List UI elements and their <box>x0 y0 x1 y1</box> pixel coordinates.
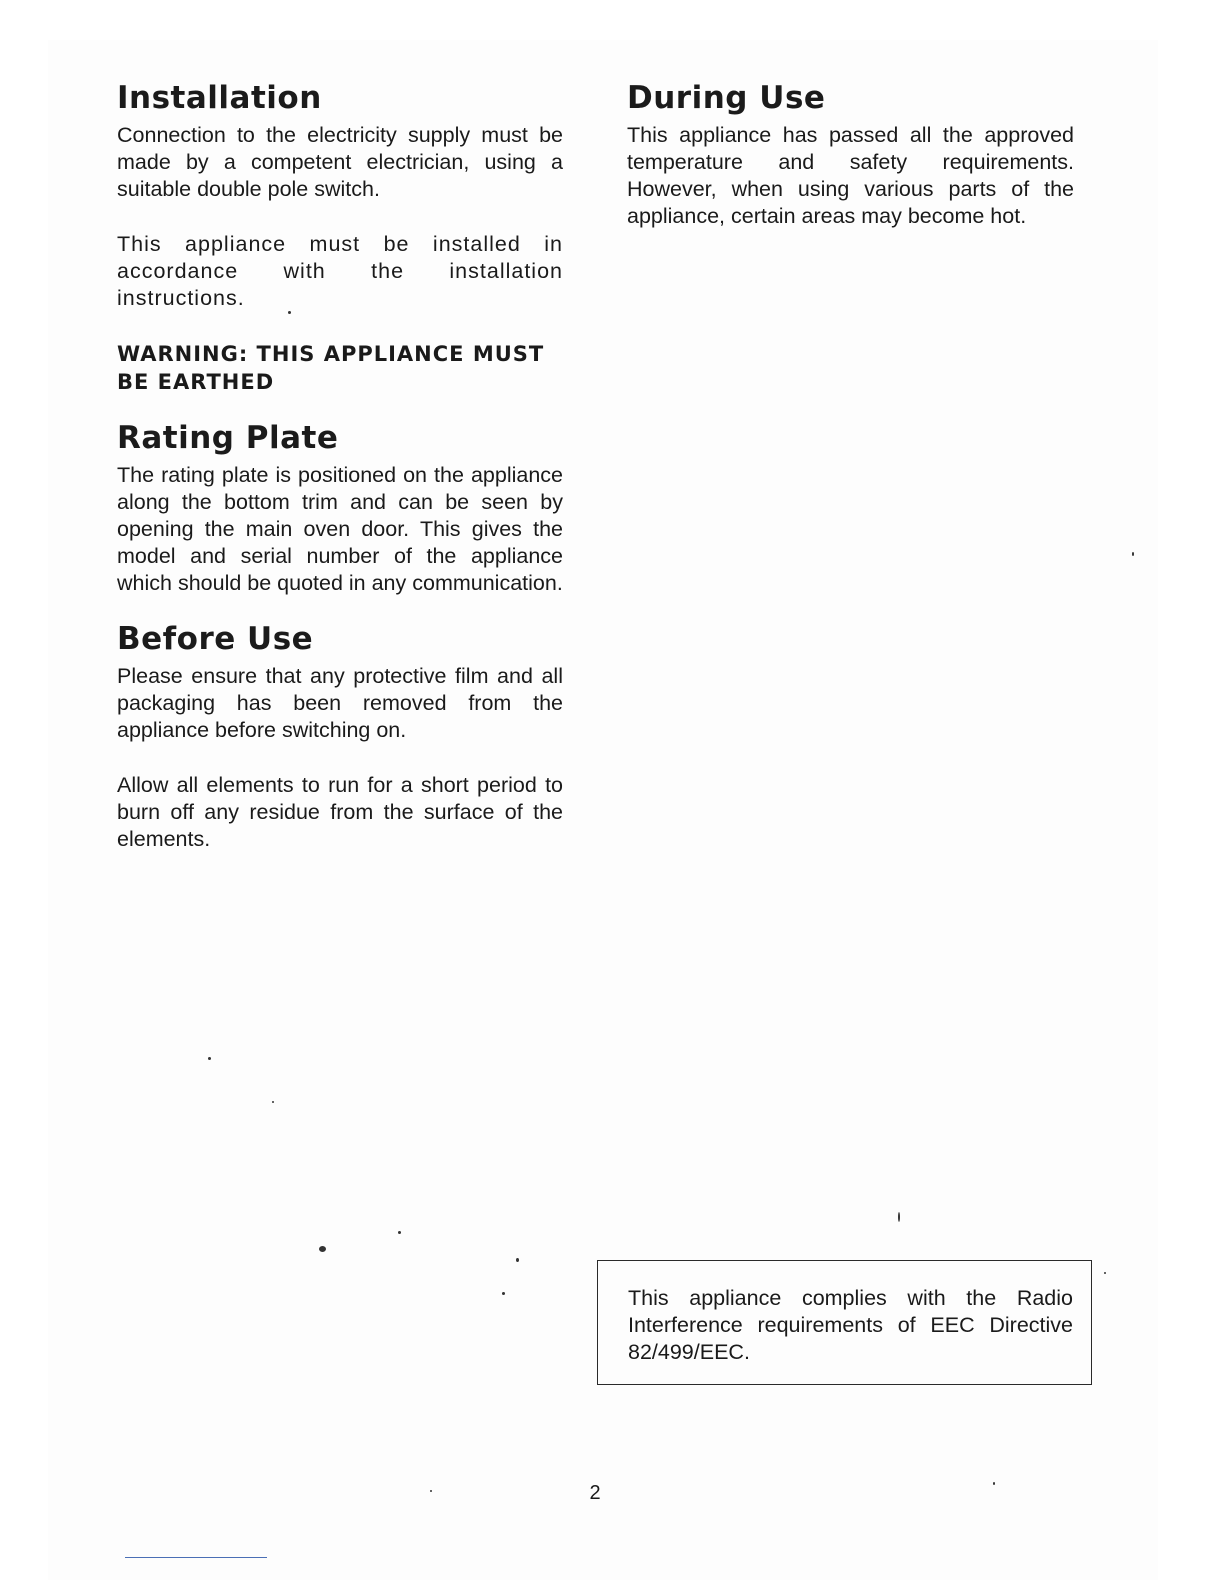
edge-rule <box>125 1557 267 1558</box>
installation-paragraph-1: Connection to the electricity supply must be made by a competent electrician, using a suitable double pole switch. <box>117 123 563 201</box>
scan-speck <box>993 1482 995 1485</box>
before-use-section <box>117 621 563 853</box>
rating-plate-section <box>117 420 563 597</box>
scan-speck <box>288 311 291 314</box>
scan-speck <box>1104 1272 1106 1274</box>
during-use-section <box>627 80 1074 230</box>
scan-speck <box>1132 552 1134 556</box>
installation-paragraph-2: This appliance must be installed in accordance with the installation instructions. <box>117 232 563 310</box>
before-use-paragraph-2: Allow all elements to run for a short period to burn off any residue from the surface of the elements. <box>117 773 563 851</box>
compliance-notice-text: This appliance complies with the Radio Interference requirements of EEC Directive 82/499/EEC. <box>628 1286 1073 1364</box>
page-number: 2 <box>589 1482 601 1504</box>
left-column <box>117 80 563 853</box>
scan-speck <box>898 1212 900 1222</box>
installation-heading: Installation <box>117 80 322 116</box>
scan-speck <box>502 1292 505 1295</box>
earthing-warning: WARNING: THIS APPLIANCE MUST BE EARTHED <box>117 342 545 394</box>
rating-plate-heading: Rating Plate <box>117 420 339 456</box>
scan-speck <box>398 1231 401 1234</box>
installation-section <box>117 80 563 396</box>
scan-speck <box>208 1057 211 1060</box>
scan-speck <box>272 1101 274 1103</box>
before-use-heading: Before Use <box>117 621 314 657</box>
before-use-paragraph-1: Please ensure that any protective film and all packaging has been removed from the appliance before switching on. <box>117 664 563 742</box>
right-column <box>627 80 1074 230</box>
during-use-paragraph: This appliance has passed all the approved temperature and safety requirements. However, when using various parts of the appliance, certain areas may become hot. <box>627 123 1074 228</box>
scan-speck <box>516 1258 519 1262</box>
scan-speck <box>319 1246 326 1252</box>
during-use-heading: During Use <box>627 80 826 116</box>
rating-plate-paragraph: The rating plate is positioned on the appliance along the bottom trim and can be seen by opening the main oven door. This gives the model and serial number of the appliance which should be quoted in any communication. <box>117 463 563 595</box>
scan-speck <box>430 1490 432 1492</box>
compliance-notice-box <box>597 1260 1092 1385</box>
